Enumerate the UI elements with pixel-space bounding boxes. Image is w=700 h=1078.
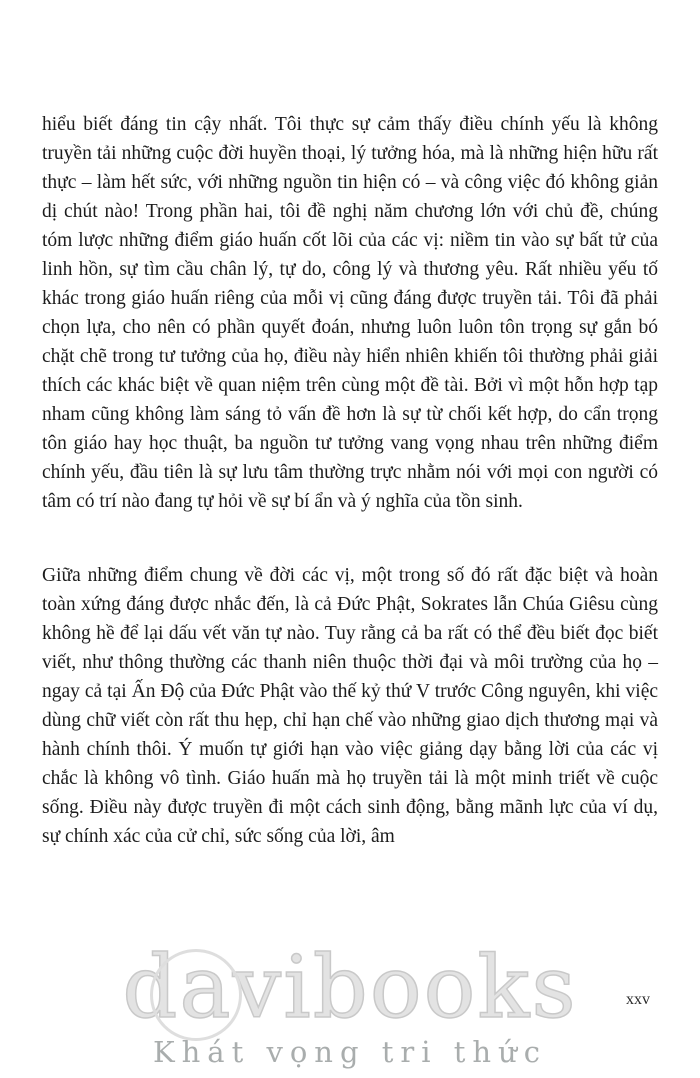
page-text — [42, 110, 658, 851]
paragraph: Giữa những điểm chung về đời các vị, một trong số đó rất đặc biệt và hoàn toàn xứng đáng được nhắc đến, là cả Đức Phật, Sokrates lẫn Chúa Giêsu cùng không hề để lại dấu vết văn tự nào. Tuy rằng cả ba rất có thể đều biết đọc biết viết, như thông thường các thanh niên thuộc thời đại và môi trường của họ – ngay cả tại Ấn Độ của Đức Phật vào thế kỷ thứ V trước Công nguyên, khi việc dùng chữ viết còn rất thu hẹp, chỉ hạn chế vào những giao dịch thương mại và hành chính thôi. Ý muốn tự giới hạn vào việc giảng dạy bằng lời của các vị chắc là không vô tình. Giáo huấn mà họ truyền tải là một minh triết về cuộc sống. Điều này được truyền đi một cách sinh động, bằng mãnh lực của ví dụ, sự chính xác của cử chỉ, sức sống của lời, âm — [42, 565, 658, 847]
watermark-slogan-text: Khát vọng tri thức — [152, 1035, 548, 1069]
paragraph: hiểu biết đáng tin cậy nhất. Tôi thực sự cảm thấy điều chính yếu là không truyền tải những cuộc đời huyền thoại, lý tưởng hóa, mà là những hiện hữu rất thực – làm hết sức, với những nguồn tin hiện có – và công việc đó không giản dị chút nào! Trong phần hai, tôi đề nghị năm chương lớn với chủ đề, chúng tóm lược những điểm giáo huấn cốt lõi của các vị: niềm tin vào sự bất tử của linh hồn, sự tìm cầu chân lý, tự do, công lý và thương yêu. Rất nhiều yếu tố khác trong giáo huấn riêng của mỗi vị cũng đáng được truyền tải. Tôi đã phải chọn lựa, cho nên có phần quyết đoán, nhưng luôn luôn tôn trọng sự gắn bó chặt chẽ trong tư tưởng của họ, điều này hiển nhiên khiến tôi thường phải giải thích các khác biệt về quan niệm trên cùng một đề tài. Bởi vì một hỗn hợp tạp nham cũng không làm sáng tỏ vấn đề hơn là sự từ chối kết hợp, do cẩn trọng tôn giáo hay học thuật, ba nguồn tư tưởng vang vọng nhau trên những điểm chính yếu, đầu tiên là sự lưu tâm thường trực nhằm nói với mọi con người có tâm có trí nào đang tự hỏi về sự bí ẩn và ý nghĩa của tồn sinh. — [42, 114, 658, 512]
page-number: xxv — [626, 991, 650, 1008]
watermark-brand-text: davibooks — [122, 938, 578, 1038]
page-footer — [0, 938, 700, 1078]
publisher-watermark — [0, 938, 700, 1069]
watermark-circle-icon — [150, 949, 242, 1041]
